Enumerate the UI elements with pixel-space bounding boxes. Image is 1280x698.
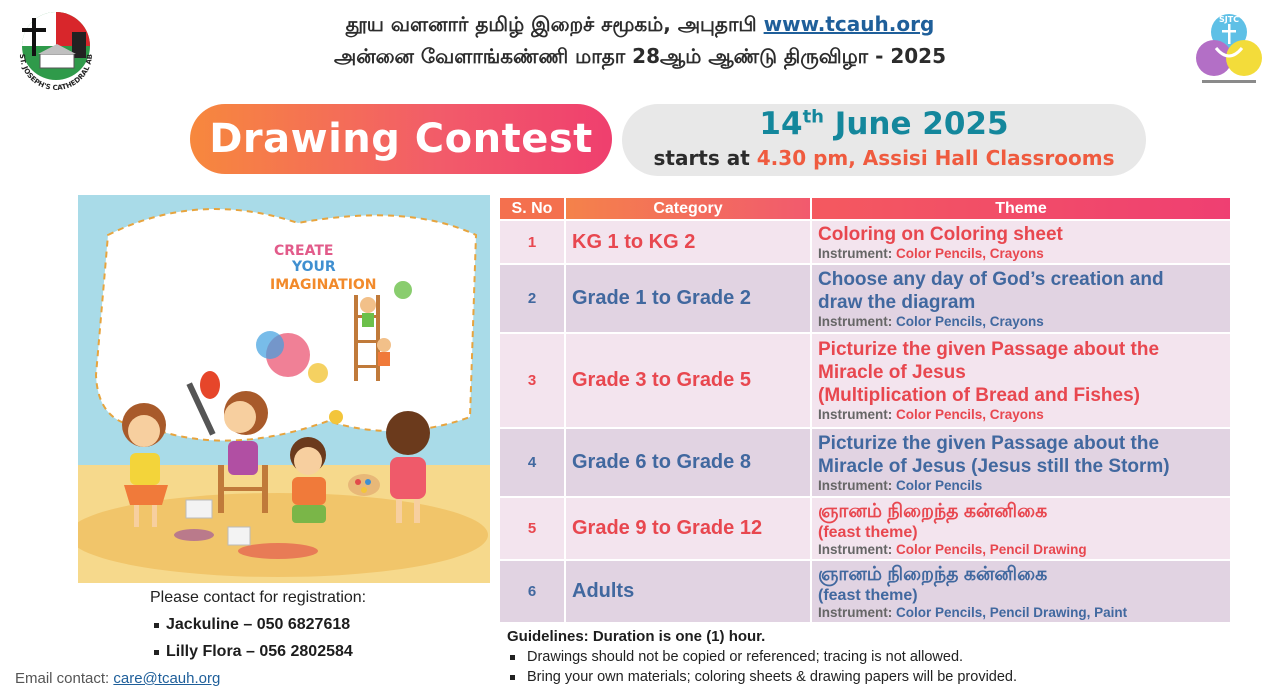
feast-header: அன்னை வேளாங்கண்ணி மாதா 28ஆம் ஆண்டு திருவிழா - 2025 <box>333 44 947 68</box>
row-theme: ஞானம் நிறைந்த கன்னிகை (feast theme) Instrument: Color Pencils, Pencil Drawing, Paint <box>811 560 1231 623</box>
row-instrument: Instrument: Color Pencils, Crayons <box>818 407 1044 422</box>
row-category: Adults <box>565 560 811 623</box>
event-date: 14th June 2025 <box>759 106 1009 142</box>
table-row <box>499 220 1231 264</box>
banner-word-imagination: IMAGINATION <box>270 277 377 293</box>
row-category: Grade 9 to Grade 12 <box>565 497 811 560</box>
contact-person: Lilly Flora – 056 2802584 <box>150 643 410 661</box>
table-row <box>499 264 1231 333</box>
email-link[interactable]: care@tcauh.org <box>113 670 221 687</box>
logo-left-text: ST. JOSEPH'S CATHEDRAL AB <box>17 53 95 90</box>
table-row <box>499 560 1231 623</box>
banner-word-your: YOUR <box>292 259 336 275</box>
row-instrument: Instrument: Color Pencils <box>818 477 983 493</box>
row-instrument: Instrument: Color Pencils, Crayons <box>818 313 1044 329</box>
table-row <box>499 333 1231 428</box>
contact-person: Jackuline – 050 6827618 <box>150 616 410 634</box>
contest-table <box>498 196 1232 624</box>
row-sno: 1 <box>499 220 565 264</box>
row-instrument: Instrument: Color Pencils, Pencil Drawing <box>818 541 1087 557</box>
banner-word-create: CREATE <box>274 243 334 259</box>
row-theme: Picturize the given Passage about the Miracle of Jesus (Multiplication of Bread and Fishes) Instrument: Color Pencils, Crayons <box>811 333 1231 428</box>
event-venue: 4.30 pm, Assisi Hall Classrooms <box>756 146 1115 170</box>
row-sno: 5 <box>499 497 565 560</box>
title-banner <box>190 104 612 174</box>
date-banner <box>622 104 1146 176</box>
row-category: KG 1 to KG 2 <box>565 220 811 264</box>
kids-drawing-illustration <box>78 195 490 583</box>
row-sno: 2 <box>499 264 565 333</box>
header-sno: S. No <box>499 197 565 220</box>
guidelines-heading: Guidelines: Duration is one (1) hour. <box>507 628 766 645</box>
header-theme: Theme <box>811 197 1231 220</box>
registration-contact <box>150 589 410 661</box>
event-title: Drawing Contest <box>209 116 593 162</box>
row-category: Grade 6 to Grade 8 <box>565 428 811 497</box>
row-sno: 6 <box>499 560 565 623</box>
row-theme: ஞானம் நிறைந்த கன்னிகை (feast theme) Instrument: Color Pencils, Pencil Drawing <box>811 497 1231 560</box>
guidelines <box>507 628 1227 685</box>
guideline-item: Bring your own materials; coloring sheets & drawing papers will be provided. <box>507 669 1227 685</box>
row-theme: Choose any day of God’s creation and draw the diagram Instrument: Color Pencils, Crayons <box>811 264 1231 333</box>
table-row <box>499 428 1231 497</box>
logo-right-text: SJTC <box>1218 15 1240 24</box>
row-theme: Coloring on Coloring sheet Instrument: Color Pencils, Crayons <box>811 220 1231 264</box>
community-header <box>0 12 1280 39</box>
row-sno: 4 <box>499 428 565 497</box>
website-link[interactable]: www.tcauh.org <box>763 12 935 36</box>
event-start-time: starts at 4.30 pm, Assisi Hall Classrooms <box>653 146 1115 170</box>
contact-lead: Please contact for registration: <box>150 589 367 606</box>
row-theme: Picturize the given Passage about the Miracle of Jesus (Jesus still the Storm) Instrument: Color Pencils <box>811 428 1231 497</box>
row-category: Grade 1 to Grade 2 <box>565 264 811 333</box>
row-instrument: Instrument: Color Pencils, Pencil Drawing, Paint <box>818 604 1128 620</box>
email-contact: Email contact: care@tcauh.org <box>15 670 221 687</box>
community-name: தூய வளனார் தமிழ் இறைச் சமூகம், அபுதாபி <box>345 12 764 36</box>
guideline-item: Drawings should not be copied or referenced; tracing is not allowed. <box>507 649 1227 665</box>
row-category: Grade 3 to Grade 5 <box>565 333 811 428</box>
header-category: Category <box>565 197 811 220</box>
table-row <box>499 497 1231 560</box>
row-instrument: Instrument: Color Pencils, Crayons <box>818 245 1044 261</box>
row-sno: 3 <box>499 333 565 428</box>
